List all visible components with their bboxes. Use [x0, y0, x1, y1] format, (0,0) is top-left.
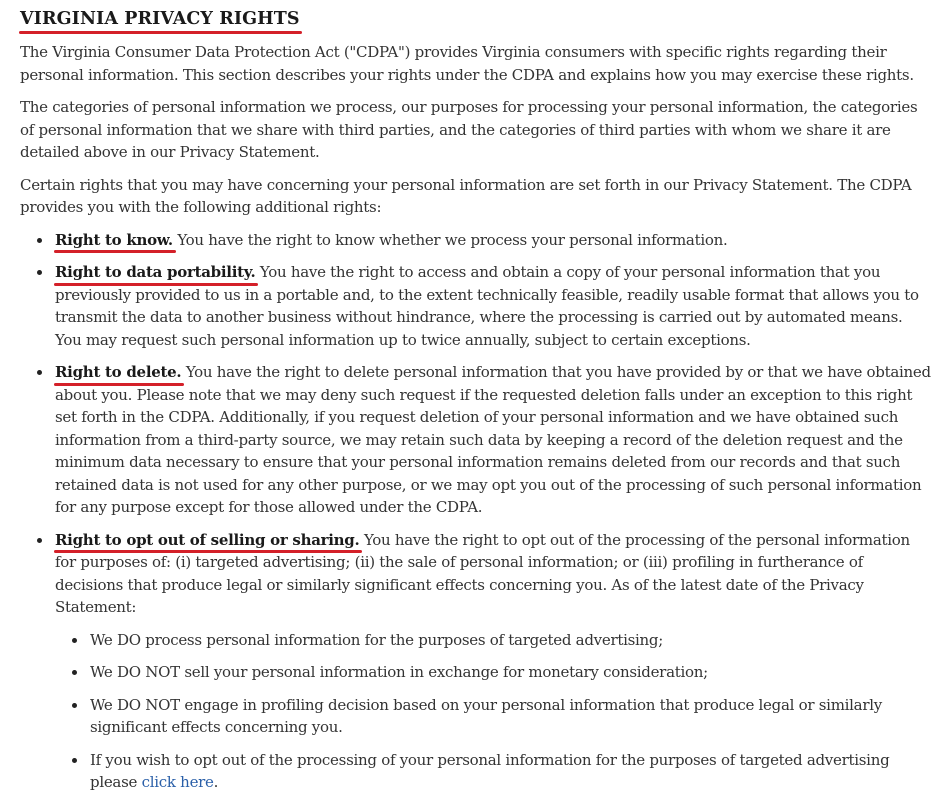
right-title-underline: [54, 283, 258, 286]
right-title-underline: [54, 250, 176, 253]
right-item-delete: [55, 361, 931, 519]
right-title-know-text: Right to know.: [55, 230, 173, 249]
right-title-delete: [55, 361, 181, 384]
intro-paragraph-2: The categories of personal information we process, our purposes for processing your personal information, the categories of personal information that we share with third parties, and the categories of third parties with whom we share it are detailed above in our Privacy Statement.: [20, 98, 918, 161]
right-item-know: [55, 229, 931, 252]
right-title-opt-out-text: Right to opt out of selling or sharing.: [55, 530, 360, 549]
intro-paragraph-1: The Virginia Consumer Data Protection Act ("CDPA") provides Virginia consumers with specific rights regarding their personal information. This section describes your rights under the CDPA and explains how you may exercise these rights.: [20, 43, 914, 84]
right-title-underline: [54, 550, 362, 553]
right-title-delete-text: Right to delete.: [55, 363, 182, 381]
right-text-know: You have the right to know whether we process your personal information.: [172, 230, 728, 249]
opt-out-item-4: [90, 749, 931, 794]
section-heading: VIRGINIA PRIVACY RIGHTS: [20, 9, 300, 29]
heading-wrap: [20, 7, 300, 31]
right-text-delete: You have the right to delete personal information that you have provided by or that we have obtained about you. Please note that we may deny such request if the requested deletion falls under an exception to this right set forth in the CDPA. Additionally, if you request deletion of your personal information and we have obtained such information from a third-party source, we may retain such data by keeping a record of the deletion request and the minimum data necessary to ensure that your personal information remains deleted from our records and that such retained data is not used for any other purpose, or we may opt you out of the processing of such personal information for any purpose except for those allowed under the CDPA.: [55, 363, 931, 516]
right-title-portability-text: Right to data portability.: [55, 263, 256, 281]
right-title-portability: [55, 261, 255, 284]
click-here-link[interactable]: click here: [141, 773, 214, 791]
opt-out-sublist: [55, 629, 931, 794]
opt-out-item-4-after: .: [213, 773, 219, 791]
right-title-opt-out: [55, 529, 359, 552]
right-item-portability: [55, 261, 931, 351]
opt-out-item-4-text: If you wish to opt out of the processing of your personal information for the purposes of targeted advertising please: [90, 750, 890, 791]
right-title-underline: [54, 383, 184, 386]
right-item-opt-out: [55, 529, 931, 794]
intro-paragraph-3: Certain rights that you may have concerning your personal information are set forth in our Privacy Statement. The CDPA provides you with the following additional rights:: [20, 175, 912, 216]
opt-out-item-3: We DO NOT engage in profiling decision based on your personal information that produce legal or similarly significant effects concerning you.: [90, 694, 931, 739]
opt-out-item-1: We DO process personal information for the purposes of targeted advertising;: [90, 629, 931, 652]
heading-underline: [19, 31, 302, 34]
right-title-know: [55, 229, 173, 252]
opt-out-item-2: We DO NOT sell your personal information in exchange for monetary consideration;: [90, 661, 931, 684]
rights-list: [20, 229, 931, 794]
right-text-portability: You have the right to access and obtain a copy of your personal information that you previously provided to us in a portable and, to the extent technically feasible, readily usable format that allows you to transmit the data to another business without hindrance, where the processing is carried out by automated means. You may request such personal information up to twice annually, subject to certain exceptions.: [55, 263, 919, 349]
right-text-opt-out: You have the right to opt out of the processing of the personal information for purposes of: (i) targeted advertising; (ii) the sale of personal information; or (iii) profiling in furtherance of decisions that produce legal or similarly significant effects concerning you. As of the latest date of the Privacy Statement:: [55, 530, 910, 616]
